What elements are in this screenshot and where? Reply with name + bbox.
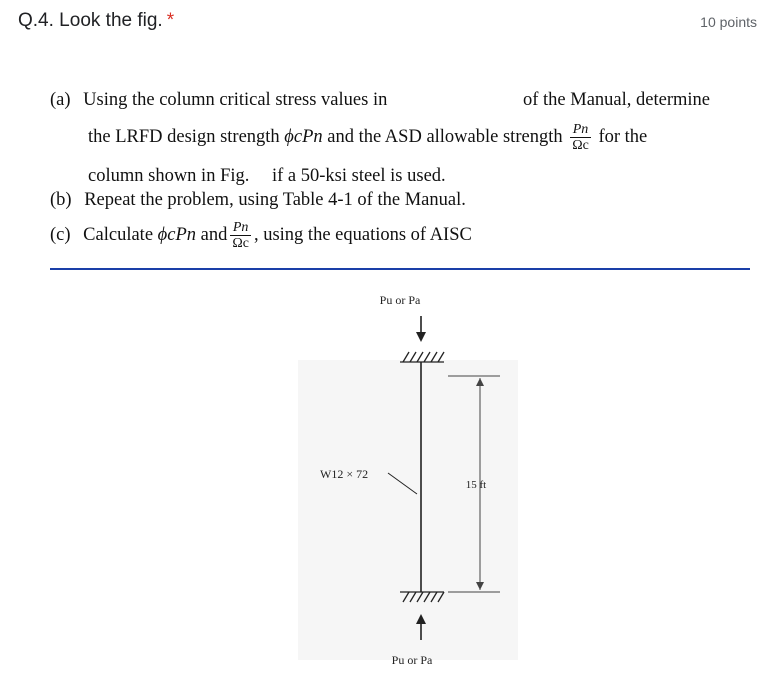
bottom-load-label: Pu or Pa bbox=[391, 653, 433, 667]
column-figure bbox=[288, 280, 528, 680]
points-label: 10 points bbox=[700, 14, 757, 30]
part-a-label: (a) bbox=[50, 90, 71, 110]
length-label: 15 ft bbox=[465, 479, 487, 491]
part-a-line-3: column shown in Fig. if a 50-ksi steel is used. bbox=[88, 166, 446, 186]
top-load-label: Pu or Pa bbox=[379, 293, 421, 307]
question-header bbox=[18, 10, 763, 38]
figure-background bbox=[298, 360, 518, 660]
top-load-arrow-icon bbox=[416, 316, 426, 342]
part-a-line-1-end: of the Manual, determine bbox=[523, 90, 710, 110]
phi-pn-symbol: ϕcPn bbox=[157, 224, 196, 245]
pn-over-omega-fraction: $\frac{Pn}{\Omega c}$ bbox=[572, 122, 589, 153]
part-c-label: (c) bbox=[50, 224, 71, 245]
question-title: Q.4. Look the fig. * bbox=[18, 10, 175, 31]
column-diagram bbox=[288, 280, 528, 680]
part-a-line-1: (a) Using the column critical stress values in bbox=[50, 90, 388, 110]
part-a-line-2: the LRFD design strength ϕcPn and the ASD allowable strength $\frac{Pn}{\Omega c}$ for the bbox=[88, 122, 648, 153]
part-b-line: (b) Repeat the problem, using Table 4-1 of the Manual. bbox=[50, 190, 466, 210]
required-asterisk: * bbox=[166, 10, 175, 31]
pn-over-omega-fraction: $\frac{Pn}{\Omega c}$ bbox=[232, 220, 249, 251]
section-label: W12 × 72 bbox=[320, 467, 369, 481]
divider-rule bbox=[50, 268, 750, 270]
part-b-label: (b) bbox=[50, 190, 72, 210]
problem-image bbox=[50, 88, 750, 270]
phi-pn-symbol: ϕcPn bbox=[284, 126, 323, 147]
part-c-line: (c) Calculate ϕcPn and $\frac{Pn}{\Omega c}$ , using the equations of AISC bbox=[50, 220, 472, 251]
